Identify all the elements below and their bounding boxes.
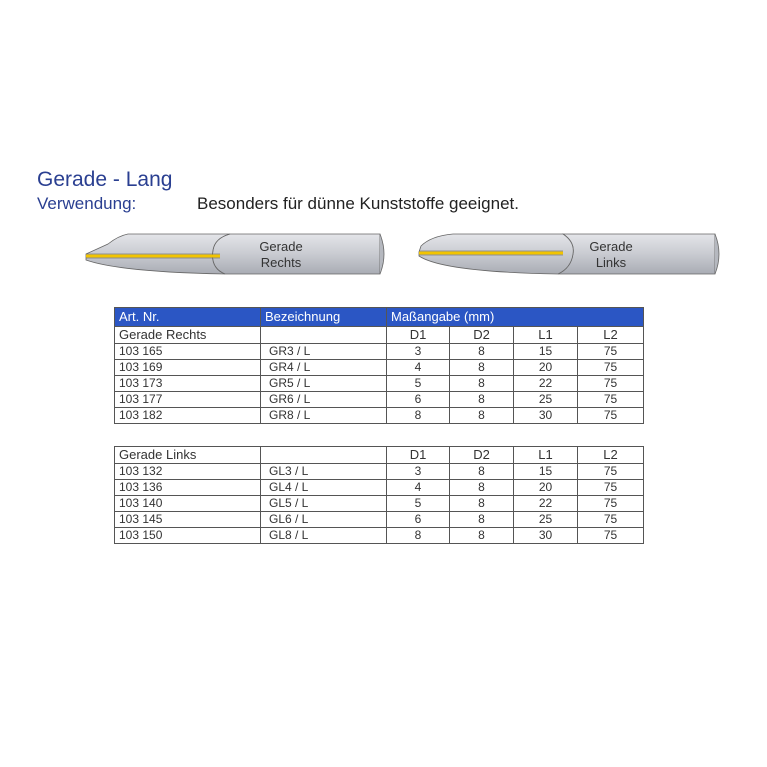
cell-bezeichnung: GR8 / L [261,408,387,424]
group-label-links: Gerade Links [115,447,261,464]
cell-l2: 75 [578,376,644,392]
cell-d2: 8 [450,496,514,512]
cell-d2: 8 [450,408,514,424]
cell-bezeichnung: GL4 / L [261,480,387,496]
cell-d1: 6 [387,512,450,528]
cell-art-nr: 103 132 [115,464,261,480]
header-art-nr: Art. Nr. [115,308,261,327]
cell-l1: 15 [514,464,578,480]
cell-l1: 20 [514,360,578,376]
cell-l2: 75 [578,512,644,528]
cell-art-nr: 103 150 [115,528,261,544]
tool-gerade-links-line2: Links [595,255,627,270]
spec-table-rechts [114,307,644,424]
cell-l2: 75 [578,480,644,496]
cell-bezeichnung: GL6 / L [261,512,387,528]
tool-gerade-rechts-line2: Rechts [260,255,302,270]
table-header-row [115,308,644,327]
cell-d1: 4 [387,480,450,496]
cell-l1: 20 [514,480,578,496]
table-row [115,392,644,408]
cell-art-nr: 103 136 [115,480,261,496]
group-empty-cell [261,327,387,344]
cell-bezeichnung: GR5 / L [261,376,387,392]
cell-l1: 25 [514,392,578,408]
tool-gerade-links-label [580,239,642,271]
page-title: Gerade - Lang [37,168,173,191]
table-row [115,464,644,480]
cell-d1: 3 [387,464,450,480]
col-l2: L2 [578,327,644,344]
cell-d2: 8 [450,512,514,528]
cell-art-nr: 103 177 [115,392,261,408]
group-label-rechts: Gerade Rechts [115,327,261,344]
tool-gerade-rechts-line1: Gerade [259,239,303,254]
tool-gerade-links-line1: Gerade [589,239,633,254]
col-d2: D2 [450,327,514,344]
group-header-row-links [115,447,644,464]
cell-art-nr: 103 182 [115,408,261,424]
cell-l2: 75 [578,528,644,544]
cell-art-nr: 103 140 [115,496,261,512]
table-row [115,408,644,424]
cell-l1: 30 [514,408,578,424]
cell-l2: 75 [578,360,644,376]
cell-bezeichnung: GL5 / L [261,496,387,512]
cell-bezeichnung: GL3 / L [261,464,387,480]
spec-table-links [114,446,644,544]
cell-d2: 8 [450,480,514,496]
table-row [115,360,644,376]
cell-d2: 8 [450,344,514,360]
table-row [115,528,644,544]
cell-bezeichnung: GR4 / L [261,360,387,376]
cell-d2: 8 [450,376,514,392]
table-row [115,496,644,512]
header-bezeichnung: Bezeichnung [261,308,387,327]
cell-l2: 75 [578,496,644,512]
col-d2: D2 [450,447,514,464]
cell-l1: 15 [514,344,578,360]
col-l2: L2 [578,447,644,464]
cell-art-nr: 103 169 [115,360,261,376]
usage-label: Verwendung: [37,194,137,213]
cell-art-nr: 103 173 [115,376,261,392]
group-header-row-rechts [115,327,644,344]
col-d1: D1 [387,327,450,344]
cell-d2: 8 [450,464,514,480]
cell-l2: 75 [578,464,644,480]
cell-l1: 30 [514,528,578,544]
cell-art-nr: 103 145 [115,512,261,528]
usage-text: Besonders für dünne Kunststoffe geeignet. [197,194,519,213]
tool-gerade-links-illustration [413,228,725,278]
table-row [115,344,644,360]
col-l1: L1 [514,327,578,344]
tool-gerade-rechts-label [250,239,312,271]
group-empty-cell [261,447,387,464]
cell-d1: 3 [387,344,450,360]
tool-gerade-rechts-illustration [80,228,390,278]
cell-d2: 8 [450,528,514,544]
cell-d1: 6 [387,392,450,408]
cell-d2: 8 [450,360,514,376]
header-massangabe: Maßangabe (mm) [387,308,644,327]
table-row [115,376,644,392]
cell-l1: 22 [514,496,578,512]
cell-l1: 22 [514,376,578,392]
cell-d1: 8 [387,408,450,424]
cell-l2: 75 [578,392,644,408]
cell-l2: 75 [578,408,644,424]
col-l1: L1 [514,447,578,464]
cell-art-nr: 103 165 [115,344,261,360]
cell-bezeichnung: GR6 / L [261,392,387,408]
table-row [115,512,644,528]
cell-d1: 5 [387,496,450,512]
cell-d1: 4 [387,360,450,376]
cell-d2: 8 [450,392,514,408]
cell-bezeichnung: GR3 / L [261,344,387,360]
cell-l2: 75 [578,344,644,360]
cell-l1: 25 [514,512,578,528]
cell-bezeichnung: GL8 / L [261,528,387,544]
col-d1: D1 [387,447,450,464]
cell-d1: 8 [387,528,450,544]
cell-d1: 5 [387,376,450,392]
table-row [115,480,644,496]
